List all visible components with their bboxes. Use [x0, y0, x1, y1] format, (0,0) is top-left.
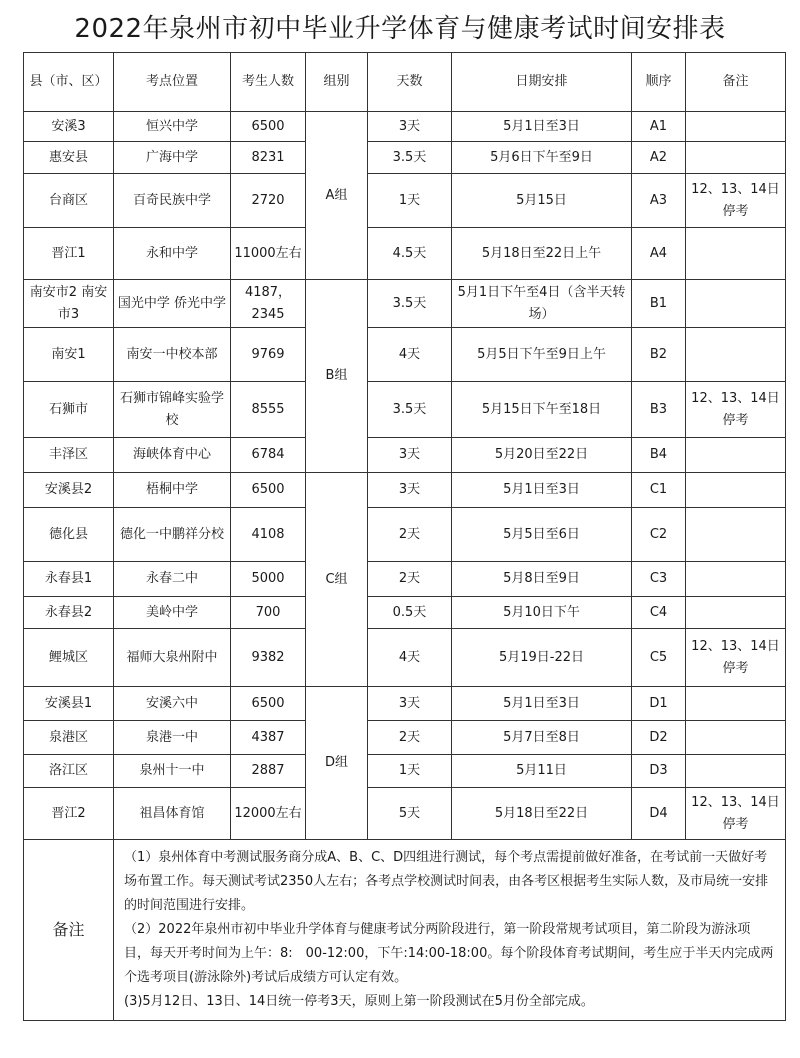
location-cell: 国光中学 侨光中学 — [114, 280, 231, 328]
county-cell: 安溪县2 — [24, 473, 114, 508]
county-cell: 永春县1 — [24, 562, 114, 597]
order-cell: D1 — [632, 687, 686, 721]
note-line: (3)5月12日、13日、14日统一停考3天，原则上第一阶段测试在5月份全部完成。 — [124, 994, 594, 1009]
count-cell: 4387 — [231, 721, 306, 755]
days-cell: 4天 — [368, 629, 452, 687]
days-cell: 2天 — [368, 721, 452, 755]
location-cell: 南安一中校本部 — [114, 328, 231, 382]
county-cell: 丰泽区 — [24, 438, 114, 473]
location-cell: 祖昌体育馆 — [114, 788, 231, 840]
remark-cell: 12、13、14日停考 — [686, 629, 786, 687]
header-group: 组别 — [306, 53, 368, 112]
location-cell: 百奇民族中学 — [114, 174, 231, 228]
table-row — [24, 112, 786, 142]
dates-cell: 5月5日下午至9日上午 — [452, 328, 632, 382]
table-row — [24, 755, 786, 788]
order-cell: B1 — [632, 280, 686, 328]
location-cell: 恒兴中学 — [114, 112, 231, 142]
table-row — [24, 473, 786, 508]
days-cell: 2天 — [368, 562, 452, 597]
order-cell: A3 — [632, 174, 686, 228]
dates-cell: 5月19日-22日 — [452, 629, 632, 687]
note-line: （1）泉州体育中考测试服务商分成A、B、C、D四组进行测试，每个考点需提前做好准备，在考试前一天做好考场布置工作。每天测试考试2350人左右；各考点学校测试时间表，由各考区根据考生实际人数，及市局统一安排的时间范围进行安排。 — [124, 850, 769, 913]
county-cell: 南安市2 南安市3 — [24, 280, 114, 328]
count-cell: 2720 — [231, 174, 306, 228]
county-cell: 晋江1 — [24, 228, 114, 280]
table-row — [24, 438, 786, 473]
county-cell: 晋江2 — [24, 788, 114, 840]
county-cell: 安溪县1 — [24, 687, 114, 721]
header-dates: 日期安排 — [452, 53, 632, 112]
remark-cell — [686, 755, 786, 788]
order-cell: C5 — [632, 629, 686, 687]
county-cell: 台商区 — [24, 174, 114, 228]
group-cell: A组 — [306, 112, 368, 280]
order-cell: C2 — [632, 508, 686, 562]
county-cell: 石狮市 — [24, 382, 114, 438]
county-cell: 惠安县 — [24, 142, 114, 174]
location-cell: 安溪六中 — [114, 687, 231, 721]
location-cell: 永和中学 — [114, 228, 231, 280]
schedule-table — [23, 52, 786, 1021]
order-cell: A2 — [632, 142, 686, 174]
days-cell: 3天 — [368, 687, 452, 721]
order-cell: B2 — [632, 328, 686, 382]
count-cell: 2887 — [231, 755, 306, 788]
days-cell: 1天 — [368, 755, 452, 788]
header-count: 考生人数 — [231, 53, 306, 112]
table-row — [24, 382, 786, 438]
table-row — [24, 597, 786, 629]
order-cell: D2 — [632, 721, 686, 755]
remark-cell — [686, 597, 786, 629]
location-cell: 永春二中 — [114, 562, 231, 597]
dates-cell: 5月1日至3日 — [452, 112, 632, 142]
dates-cell: 5月11日 — [452, 755, 632, 788]
remark-cell — [686, 508, 786, 562]
days-cell: 4.5天 — [368, 228, 452, 280]
count-cell: 5000 — [231, 562, 306, 597]
remark-cell: 12、13、14日停考 — [686, 382, 786, 438]
header-row — [24, 53, 786, 112]
remark-cell — [686, 562, 786, 597]
days-cell: 2天 — [368, 508, 452, 562]
location-cell: 福师大泉州附中 — [114, 629, 231, 687]
days-cell: 3天 — [368, 112, 452, 142]
remark-cell — [686, 438, 786, 473]
days-cell: 3.5天 — [368, 142, 452, 174]
location-cell: 泉港一中 — [114, 721, 231, 755]
order-cell: D3 — [632, 755, 686, 788]
count-cell: 8555 — [231, 382, 306, 438]
count-cell: 6500 — [231, 687, 306, 721]
count-cell: 11000左右 — [231, 228, 306, 280]
remark-cell: 12、13、14日停考 — [686, 788, 786, 840]
table-row — [24, 228, 786, 280]
days-cell: 5天 — [368, 788, 452, 840]
table-row — [24, 280, 786, 328]
table-row — [24, 788, 786, 840]
order-cell: A1 — [632, 112, 686, 142]
group-cell: D组 — [306, 687, 368, 840]
order-cell: C1 — [632, 473, 686, 508]
dates-cell: 5月10日下午 — [452, 597, 632, 629]
days-cell: 1天 — [368, 174, 452, 228]
location-cell: 美岭中学 — [114, 597, 231, 629]
dates-cell: 5月7日至8日 — [452, 721, 632, 755]
county-cell: 安溪3 — [24, 112, 114, 142]
dates-cell: 5月1日下午至4日（含半天转场） — [452, 280, 632, 328]
dates-cell: 5月20日至22日 — [452, 438, 632, 473]
dates-cell: 5月18日至22日上午 — [452, 228, 632, 280]
count-cell: 9382 — [231, 629, 306, 687]
notes-body — [114, 840, 786, 1021]
days-cell: 3.5天 — [368, 280, 452, 328]
remark-cell — [686, 228, 786, 280]
header-remark: 备注 — [686, 53, 786, 112]
count-cell: 4108 — [231, 508, 306, 562]
header-order: 顺序 — [632, 53, 686, 112]
remark-cell — [686, 721, 786, 755]
count-cell: 6500 — [231, 112, 306, 142]
days-cell: 0.5天 — [368, 597, 452, 629]
header-location: 考点位置 — [114, 53, 231, 112]
days-cell: 3天 — [368, 473, 452, 508]
count-cell: 12000左右 — [231, 788, 306, 840]
group-cell: B组 — [306, 280, 368, 473]
county-cell: 泉港区 — [24, 721, 114, 755]
count-cell: 9769 — [231, 328, 306, 382]
dates-cell: 5月1日至3日 — [452, 687, 632, 721]
table-row — [24, 629, 786, 687]
count-cell: 8231 — [231, 142, 306, 174]
remark-cell — [686, 328, 786, 382]
count-cell: 700 — [231, 597, 306, 629]
note-line: （2）2022年泉州市初中毕业升学体育与健康考试分两阶段进行，第一阶段常规考试项目，第二阶段为游泳项目，每天开考时间为上午：8: 00-12:00，下午:14:00-18:00。每个阶段体育考试期间，考生应于半天内完成两个选考项目(游泳除外)考试后成绩方可认定有效。 — [124, 922, 774, 985]
county-cell: 南安1 — [24, 328, 114, 382]
dates-cell: 5月6日下午至9日 — [452, 142, 632, 174]
table-row — [24, 508, 786, 562]
location-cell: 广海中学 — [114, 142, 231, 174]
location-cell: 石狮市锦峰实验学校 — [114, 382, 231, 438]
days-cell: 3天 — [368, 438, 452, 473]
table-row — [24, 142, 786, 174]
order-cell: A4 — [632, 228, 686, 280]
remark-cell — [686, 142, 786, 174]
location-cell: 梧桐中学 — [114, 473, 231, 508]
county-cell: 德化县 — [24, 508, 114, 562]
header-county: 县（市、区） — [24, 53, 114, 112]
county-cell: 鲤城区 — [24, 629, 114, 687]
dates-cell: 5月18日至22日 — [452, 788, 632, 840]
group-cell: C组 — [306, 473, 368, 687]
remark-cell — [686, 473, 786, 508]
location-cell: 德化一中鹏祥分校 — [114, 508, 231, 562]
dates-cell: 5月5日至6日 — [452, 508, 632, 562]
location-cell: 海峡体育中心 — [114, 438, 231, 473]
notes-label: 备注 — [24, 840, 114, 1021]
remark-cell — [686, 112, 786, 142]
order-cell: C4 — [632, 597, 686, 629]
table-row — [24, 328, 786, 382]
remark-cell — [686, 687, 786, 721]
location-cell: 泉州十一中 — [114, 755, 231, 788]
days-cell: 4天 — [368, 328, 452, 382]
dates-cell: 5月8日至9日 — [452, 562, 632, 597]
table-row — [24, 562, 786, 597]
order-cell: C3 — [632, 562, 686, 597]
notes-row — [24, 840, 786, 1021]
table-row — [24, 687, 786, 721]
remark-cell: 12、13、14日停考 — [686, 174, 786, 228]
count-cell: 6784 — [231, 438, 306, 473]
order-cell: B4 — [632, 438, 686, 473]
county-cell: 洛江区 — [24, 755, 114, 788]
days-cell: 3.5天 — [368, 382, 452, 438]
page-title: 2022年泉州市初中毕业升学体育与健康考试时间安排表 — [74, 14, 726, 44]
dates-cell: 5月15日 — [452, 174, 632, 228]
remark-cell — [686, 280, 786, 328]
count-cell: 4187，2345 — [231, 280, 306, 328]
table-row — [24, 721, 786, 755]
dates-cell: 5月1日至3日 — [452, 473, 632, 508]
county-cell: 永春县2 — [24, 597, 114, 629]
count-cell: 6500 — [231, 473, 306, 508]
order-cell: D4 — [632, 788, 686, 840]
dates-cell: 5月15日下午至18日 — [452, 382, 632, 438]
table-row — [24, 174, 786, 228]
header-days: 天数 — [368, 53, 452, 112]
order-cell: B3 — [632, 382, 686, 438]
